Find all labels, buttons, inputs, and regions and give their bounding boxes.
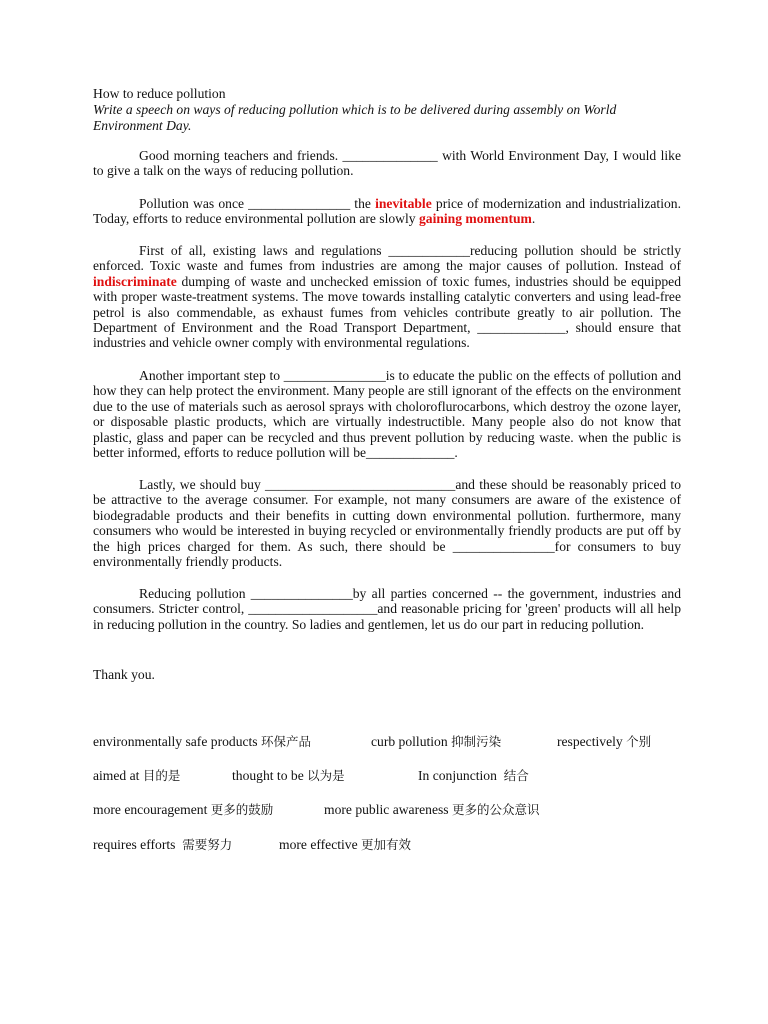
highlighted-phrase: indiscriminate: [93, 273, 177, 289]
closing-text: Thank you.: [93, 667, 155, 682]
paragraph-text: dumping of waste and unchecked emission of toxic fumes, industries should be equipped with proper waste-treatment systems. The move towards installing catalytic converters and using lead-free petrol is also commendable, as exhaust fumes from vehicles contribute greatly to air pollution. The Department of Environment and the Road Transport Department, _____________, should ensure that industries and vehicle owner comply with environmental regulations.: [93, 273, 681, 351]
paragraph-text: Pollution was once _______________ the: [139, 196, 376, 211]
paragraph-text: First of all, existing laws and regulations ____________reducing pollution should be strictly enforced. Toxic waste and fumes from industries are among the major causes of pollution. Instead of: [93, 243, 681, 274]
paragraph-text: price of modernization and industrialization. Today, efforts to reduce environmental pollution are slowly: [93, 196, 681, 227]
vocab-item: requires efforts 需要努力: [93, 837, 233, 852]
document-title: How to reduce pollution: [93, 86, 226, 101]
assignment-prompt: Write a speech on ways of reducing pollution which is to be delivered during assembly on World Environment Day.: [93, 102, 617, 133]
vocab-item: thought to be 以为是: [232, 768, 345, 783]
vocab-item: more public awareness 更多的公众意识: [324, 802, 540, 817]
paragraph-education: [93, 368, 681, 460]
vocab-item: curb pollution 抑制污染: [371, 734, 502, 749]
paragraph-greeting: [93, 148, 681, 179]
vocab-item: more effective 更加有效: [279, 837, 412, 852]
vocab-item: more encouragement 更多的鼓励: [93, 802, 274, 817]
highlighted-phrase: inevitable: [375, 196, 432, 211]
paragraph-products: [93, 477, 681, 569]
vocab-item: aimed at 目的是: [93, 768, 181, 783]
paragraph-text: Lastly, we should buy ____________________________and these should be reasonably priced to be attractive to the average consumer. For example, not many consumers are aware of the existence of biodegradable products and their benefits in cutting down environmental pollution. furthermore, many consumers who would be interested in buying recycled or environmentally friendly products are put off by the high prices charged for them. As such, there should be _______________for consumers to buy environmentally friendly products.: [93, 477, 681, 570]
paragraph-laws: [93, 243, 681, 351]
paragraph-conclusion: [93, 586, 681, 632]
vocab-item: In conjunction 结合: [418, 768, 529, 783]
paragraph-text: .: [531, 211, 536, 227]
paragraph-intro: [93, 196, 681, 227]
paragraph-text: Good morning teachers and friends. ______________ with World Environment Day, I would like to give a talk on the ways of reducing pollution.: [93, 148, 681, 179]
vocab-item: respectively 个别: [557, 734, 652, 749]
paragraph-text: Another important step to _______________is to educate the public on the effects of pollution and how they can help protect the environment. Many people are still ignorant of the effects on the environment due to the use of materials such as aerosol sprays with choloroflurocarbons, which destroy the ozone layer, or disposable plastic products, which are virtually indestructible. Many people also do not know that plastic, glass and paper can be recycled and thus prevent pollution by reducing waste. when the public is better informed, efforts to reduce pollution will be_____________.: [93, 368, 681, 461]
paragraph-text: Reducing pollution _______________by all parties concerned -- the government, industries and consumers. Stricter control, ___________________and reasonable pricing for 'green' products will all help in reducing pollution in the country. So ladies and gentlemen, let us do our part in reducing pollution.: [93, 586, 681, 632]
vocab-item: environmentally safe products 环保产品: [93, 734, 312, 749]
highlighted-phrase: gaining momentum: [418, 211, 532, 227]
